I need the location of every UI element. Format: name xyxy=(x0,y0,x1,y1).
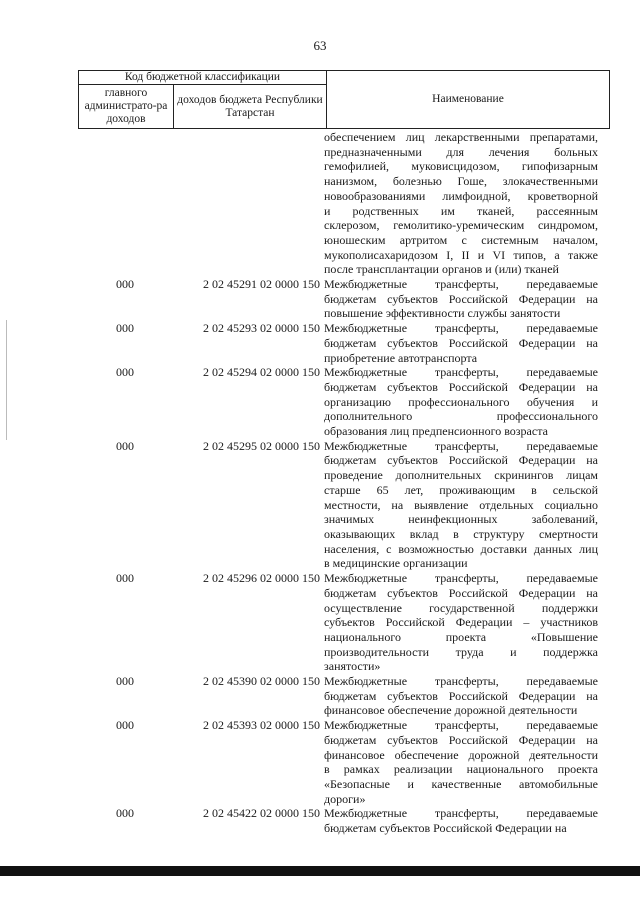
income-code: 2 02 45393 02 0000 150 xyxy=(203,718,320,733)
page-number: 63 xyxy=(313,38,327,53)
name-text-line: бюджетам субъектов Российской Федерации на xyxy=(324,688,598,703)
name-text-line: гемофилией, муковисцидозом, гипофизарным xyxy=(324,159,598,174)
name-text-line: в рамках реализации национального проекта xyxy=(324,762,598,777)
income-code: 2 02 45296 02 0000 150 xyxy=(203,571,320,586)
name-text-line: «Безопасные и качественные автомобильные xyxy=(324,776,598,791)
income-code: 2 02 45422 02 0000 150 xyxy=(203,806,320,821)
header-income-column: доходов бюджета Республики Татарстан xyxy=(174,85,327,129)
scan-bottom-edge xyxy=(0,866,640,876)
income-code: 2 02 45291 02 0000 150 xyxy=(203,277,320,292)
table-row xyxy=(78,571,598,674)
admin-code: 000 xyxy=(116,438,134,453)
name-text-line: юношеским артритом с системным началом, xyxy=(324,232,598,247)
header-group-title: Код бюджетной классификации xyxy=(79,71,327,85)
header-name-column: Наименование xyxy=(327,71,610,129)
table-row xyxy=(78,439,598,571)
name-text-line: старше 65 лет, проживающим в сельской xyxy=(324,482,598,497)
name-text-line: организацию профессионального обучения и xyxy=(324,394,598,409)
admin-code: 000 xyxy=(116,806,134,821)
name-text-line: и родственных им тканей, рассеянным xyxy=(324,203,598,218)
budget-code-header xyxy=(78,70,610,129)
admin-code: 000 xyxy=(116,365,134,380)
name-text-line: Межбюджетные трансферты, передаваемые xyxy=(324,321,598,336)
name-text-line: предназначенными для лечения больных xyxy=(324,144,598,159)
name-text-line: обеспечением лиц лекарственными препаратами, xyxy=(324,130,598,144)
name-text-line: повышение эффективности службы занятости xyxy=(324,306,561,321)
income-code: 2 02 45294 02 0000 150 xyxy=(203,365,320,380)
name-text-line: производительности труда и поддержка xyxy=(324,644,598,659)
continuation-row xyxy=(78,130,598,277)
name-text-line: Межбюджетные трансферты, передаваемые xyxy=(324,718,598,733)
name-text-line: осуществление государственной поддержки xyxy=(324,600,598,615)
table-row xyxy=(78,277,598,321)
income-name xyxy=(324,439,598,571)
table-row xyxy=(78,718,598,806)
name-text-line: мукополисахаридозом I, II и VI типов, а также xyxy=(324,247,598,262)
header-admin-column: главного администрато-ра доходов xyxy=(79,85,174,129)
table-row xyxy=(78,806,598,835)
name-text-line: после трансплантации органов и (или) тканей xyxy=(324,262,559,277)
scan-margin-mark xyxy=(6,320,7,440)
table-row xyxy=(78,321,598,365)
income-code: 2 02 45295 02 0000 150 xyxy=(203,438,320,453)
name-text-line: оказывающих вклад в структуру смертности xyxy=(324,526,598,541)
admin-code: 000 xyxy=(116,674,134,689)
name-text-line: дороги» xyxy=(324,791,366,806)
name-text-line: бюджетам субъектов Российской Федерации на xyxy=(324,732,598,747)
name-text-line: Межбюджетные трансферты, передаваемые xyxy=(324,438,598,453)
name-text-line: населения, с возможностью доставки данных лиц xyxy=(324,541,598,556)
income-name xyxy=(324,674,598,718)
table-row xyxy=(78,365,598,439)
name-text-line: Межбюджетные трансферты, передаваемые xyxy=(324,277,598,292)
income-code: 2 02 45293 02 0000 150 xyxy=(203,321,320,336)
name-text-line: бюджетам субъектов Российской Федерации на xyxy=(324,821,567,836)
name-text-line: значимых неинфекционных заболеваний, xyxy=(324,512,598,527)
name-text-line: бюджетам субъектов Российской Федерации на xyxy=(324,335,598,350)
table-row xyxy=(78,674,598,718)
name-text-line: Межбюджетные трансферты, передаваемые xyxy=(324,571,598,586)
name-text-line: занятости» xyxy=(324,659,381,674)
admin-code: 000 xyxy=(116,277,134,292)
income-code: 2 02 45390 02 0000 150 xyxy=(203,674,320,689)
name-text-line: субъектов Российской Федерации – участников xyxy=(324,615,598,630)
name-text-line: новообразованиями лимфоидной, кроветворной xyxy=(324,188,598,203)
name-text-line: Межбюджетные трансферты, передаваемые xyxy=(324,365,598,380)
name-text-line: местности, на выявление отдельных социально xyxy=(324,497,598,512)
name-text-line: бюджетам субъектов Российской Федерации на xyxy=(324,379,598,394)
admin-code: 000 xyxy=(116,571,134,586)
name-text-line: финансовое обеспечение дорожной деятельности xyxy=(324,747,598,762)
continuation-text xyxy=(324,130,598,277)
income-name xyxy=(324,365,598,439)
name-text-line: образования лиц предпенсионного возраста xyxy=(324,424,548,439)
admin-code: 000 xyxy=(116,321,134,336)
income-name xyxy=(324,718,598,806)
name-text-line: в медицинские организации xyxy=(324,556,468,571)
admin-code: 000 xyxy=(116,718,134,733)
name-text-line: приобретение автотранспорта xyxy=(324,350,478,365)
name-text-line: бюджетам субъектов Российской Федерации на xyxy=(324,453,598,468)
name-text-line: национального проекта «Повышение xyxy=(324,629,598,644)
name-text-line: проведение дополнительных скринингов лицам xyxy=(324,468,598,483)
name-text-line: бюджетам субъектов Российской Федерации на xyxy=(324,291,598,306)
income-name xyxy=(324,806,598,835)
name-text-line: дополнительного профессионального xyxy=(324,409,598,424)
name-text-line: бюджетам субъектов Российской Федерации на xyxy=(324,585,598,600)
name-text-line: Межбюджетные трансферты, передаваемые xyxy=(324,674,598,689)
income-name xyxy=(324,277,598,321)
income-name xyxy=(324,571,598,674)
name-text-line: финансовое обеспечение дорожной деятельности xyxy=(324,703,578,718)
name-text-line: Межбюджетные трансферты, передаваемые xyxy=(324,806,598,821)
name-text-line: нанизмом, болезнью Гоше, злокачественными xyxy=(324,174,598,189)
income-name xyxy=(324,321,598,365)
classification-table-body xyxy=(78,130,598,836)
name-text-line: склерозом, гемолитико-уремическим синдромом, xyxy=(324,218,598,233)
